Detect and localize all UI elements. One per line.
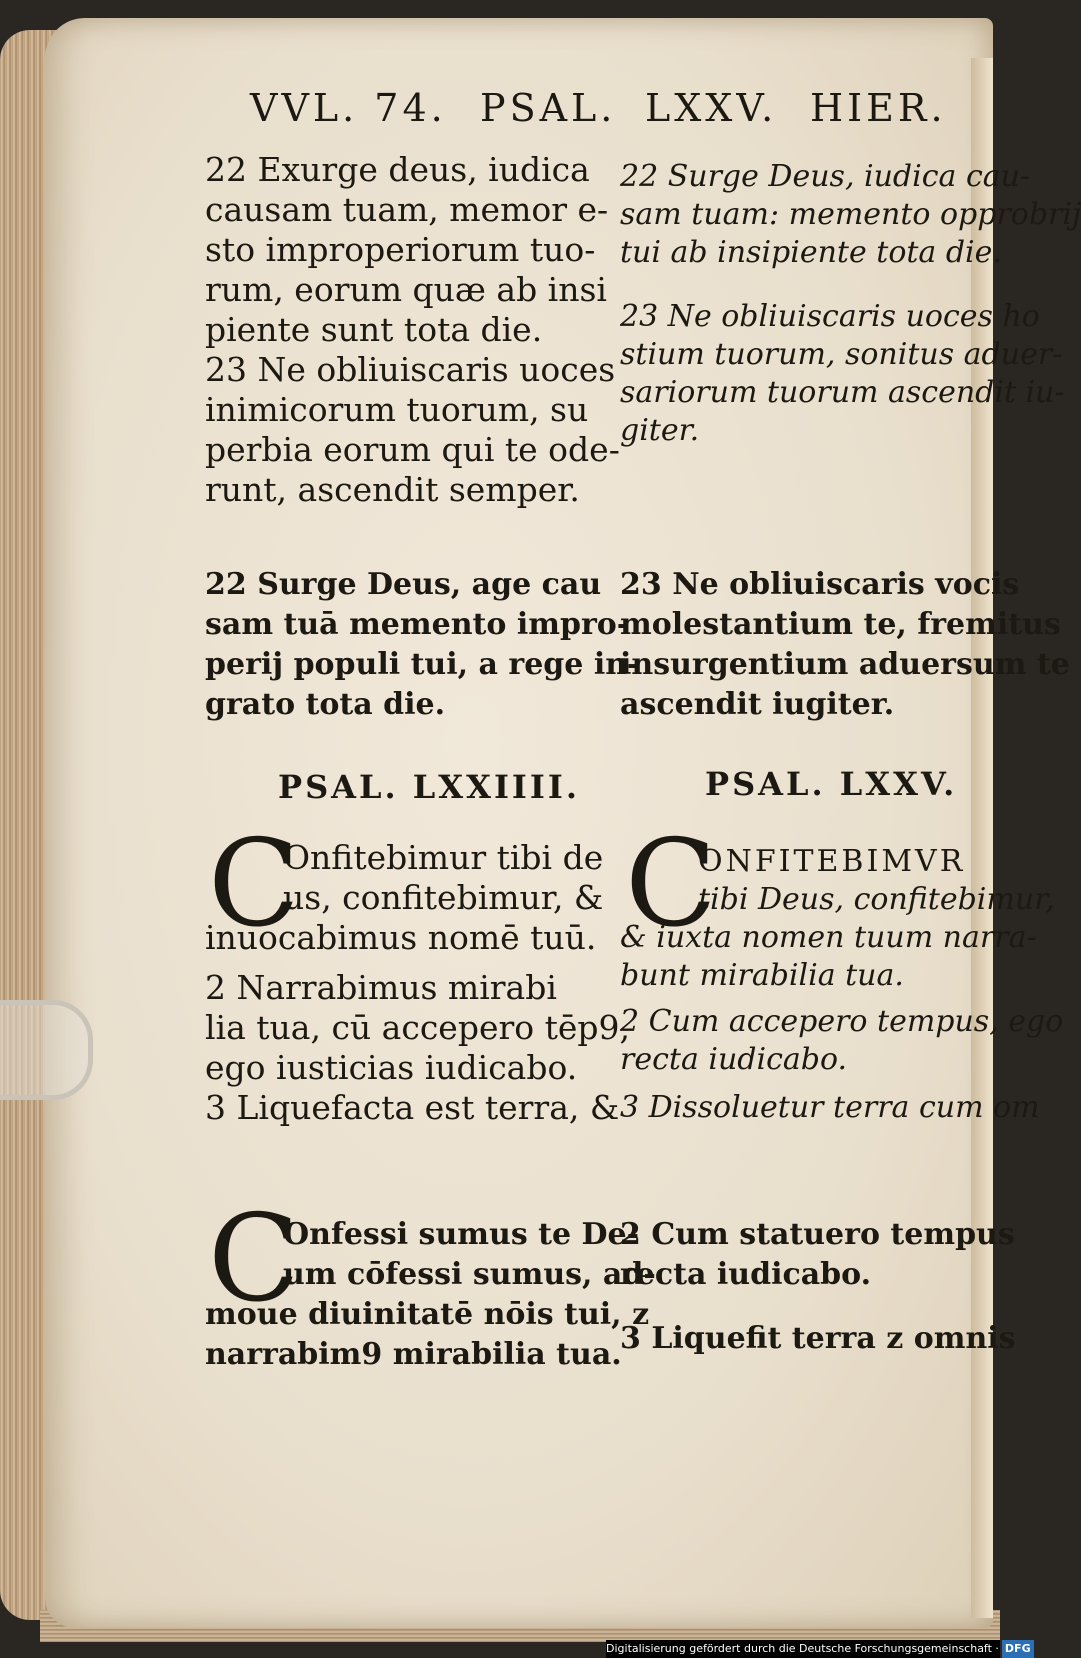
text-line: perbia eorum qui te ode- [205,430,620,469]
header-hier: HIER. [810,86,947,130]
text-line: giter. [620,413,700,448]
text-line: inimicorum tuorum, su [205,390,589,429]
heading-psalm-right: PSAL. LXXV. [705,765,958,803]
header-folio: VVL. 74. [250,86,447,130]
text-line: recta iudicabo. [620,1042,848,1077]
text-line: sam tuā memento impro- [205,607,630,642]
text-line: 2 Narrabimus mirabi [205,968,557,1007]
text-line: 22 Exurge deus, iudica [205,150,590,189]
text-block-bottom-left [205,1215,656,1375]
header-psalm-number: LXXV. [645,86,778,130]
text-block-top-left [205,150,620,510]
text-block-bottom-right [620,1215,1016,1359]
digitization-credit [606,1640,1031,1658]
text-line: 3 Liquefit terra z omnis [620,1321,1016,1356]
drop-cap-bottom-left: C [208,1190,300,1329]
heading-psalm-left: PSAL. LXXIIII. [278,768,580,806]
text-line: perij populi tui, a rege in- [205,647,640,682]
text-line: causam tuam, memor e- [205,190,609,229]
text-line: 23 Ne obliuiscaris vocis [620,567,1020,602]
text-line: Onfessi sumus te De- [283,1217,640,1252]
text-line: 22 Surge Deus, age cau [205,567,602,602]
text-line: ONFITEBIMVR [698,844,966,879]
text-line: runt, ascendit semper. [205,470,580,509]
text-line: 2 Cum statuero tempus [620,1217,1015,1252]
text-line: 2 Cum accepero tempus, ego [620,1004,1064,1039]
header-psal: PSAL. [480,86,617,130]
text-line: 23 Ne obliuiscaris uoces ho [620,299,1040,334]
text-line: tibi Deus, confitebimur, [698,882,1055,917]
text-line: lia tua, cū accepero tēp9, [205,1008,631,1047]
text-line: recta iudicabo. [620,1257,872,1292]
text-line: insurgentium aduersum te [620,647,1070,682]
dfg-logo-icon: DFG [1002,1640,1034,1658]
text-block-psalm-right [620,843,1063,1127]
text-line: inuocabimus nomē tuū. [205,918,597,957]
text-line: moue diuinitatē nōis tui, z [205,1297,650,1332]
text-line: 22 Surge Deus, iudica cau- [620,159,1031,194]
clamp-icon [0,1000,93,1100]
text-line: tui ab insipiente tota die. [620,235,1002,270]
text-line: sam tuam: memento opprobrij [620,197,1081,232]
text-block-mid-right [620,565,1070,725]
text-line: sariorum tuorum ascendit iu- [620,375,1065,410]
credit-text: Digitalisierung gefördert durch die Deutsche Forschungsgemeinschaft · [606,1642,999,1655]
text-line: 23 Ne obliuiscaris uoces [205,350,616,389]
drop-cap-right: C [625,815,717,954]
text-line: stium tuorum, sonitus aduer- [620,337,1063,372]
text-line: narrabim9 mirabilia tua. [205,1337,622,1372]
text-block-mid-left [205,565,639,725]
running-header [250,86,950,136]
text-line: piente sunt tota die. [205,310,543,349]
drop-cap-left: C [208,815,300,954]
text-line: molestantium te, fremitus [620,607,1061,642]
text-line: ego iusticias iudicabo. [205,1048,578,1087]
text-line: 3 Dissoluetur terra cum om [620,1090,1040,1125]
text-line: ascendit iugiter. [620,687,895,722]
text-line: rum, eorum quæ ab insi [205,270,607,309]
text-line: Onfitebimur tibi de [283,838,604,877]
text-line: 3 Liquefacta est terra, & [205,1088,620,1127]
text-block-psalm-left [205,838,630,1128]
text-line: sto improperiorum tuo- [205,230,596,269]
text-line: bunt mirabilia tua. [620,958,904,993]
text-block-top-right [620,158,1081,450]
text-line: & iuxta nomen tuum narra- [620,920,1037,955]
text-line: us, confitebimur, & [283,878,604,917]
text-line: grato tota die. [205,687,446,722]
text-line: um cōfessi sumus, ad- [283,1257,656,1292]
